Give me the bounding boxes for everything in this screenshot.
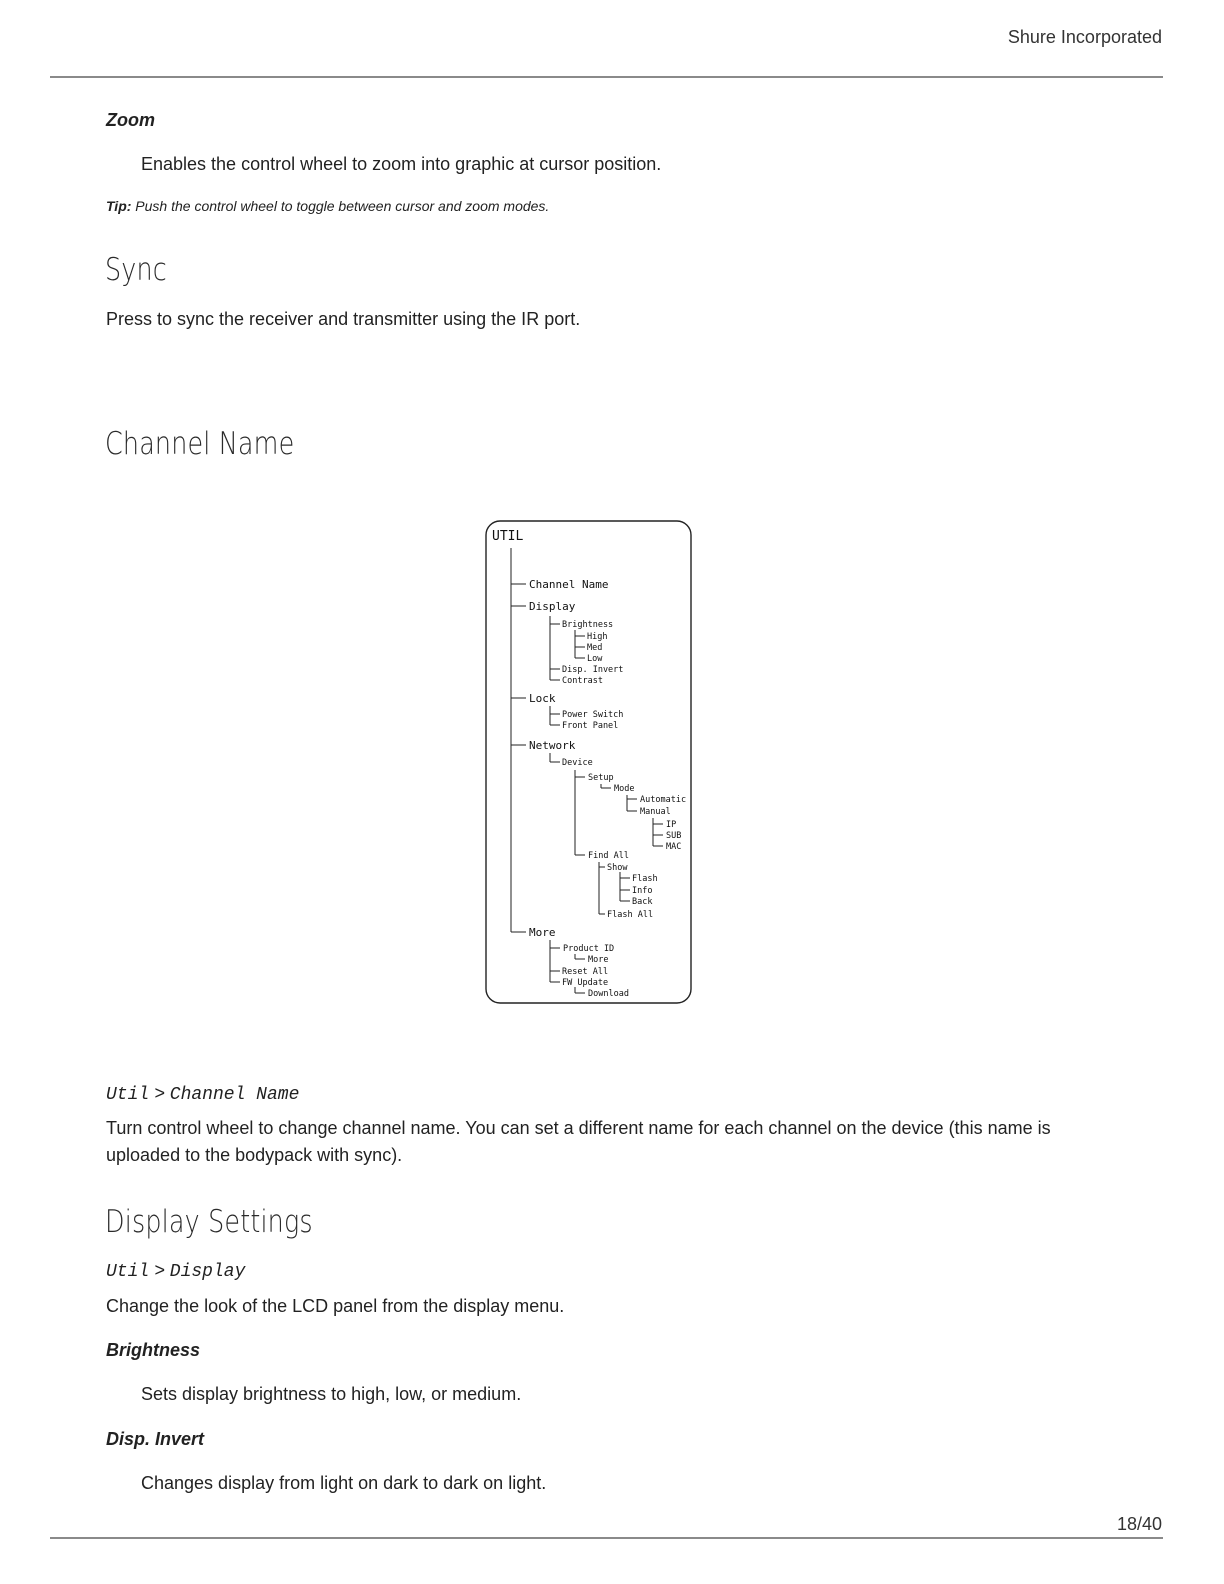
- channel-name-menu-path: [106, 1083, 299, 1105]
- path-util: Util: [106, 1085, 150, 1105]
- tree-lock: Lock: [529, 692, 556, 705]
- zoom-description: Enables the control wheel to zoom into graphic at cursor position.: [141, 154, 662, 174]
- tree-setup: Setup: [588, 773, 614, 783]
- tree-manual: Manual: [640, 807, 671, 817]
- path-separator: >: [154, 1260, 165, 1280]
- tree-flash: Flash: [632, 874, 658, 884]
- tree-info: Info: [632, 886, 653, 896]
- tree-find-all: Find All: [588, 851, 629, 861]
- brightness-description: Sets display brightness to high, low, or medium.: [141, 1384, 522, 1404]
- tree-automatic: Automatic: [640, 795, 687, 805]
- path-util: Util: [106, 1262, 150, 1282]
- display-settings-heading: Display Settings: [105, 1204, 313, 1240]
- tree-brightness: Brightness: [562, 620, 614, 630]
- tree-root: UTIL: [492, 529, 524, 544]
- tree-channel-name: Channel Name: [529, 578, 609, 591]
- tree-reset-all: Reset All: [562, 967, 609, 977]
- tip-text: Push the control wheel to toggle between cursor and zoom modes.: [131, 198, 550, 214]
- disp-invert-term: Disp. Invert: [106, 1429, 205, 1449]
- tree-high: High: [587, 632, 608, 642]
- tree-download: Download: [588, 989, 629, 999]
- tree-product-id: Product ID: [563, 944, 615, 954]
- tree-fw-update: FW Update: [562, 978, 609, 988]
- tree-sub: SUB: [666, 831, 682, 841]
- sync-heading: Sync: [105, 252, 167, 288]
- tree-network: Network: [529, 739, 576, 752]
- display-settings-text: Change the look of the LCD panel from the display menu.: [106, 1296, 565, 1316]
- tree-low: Low: [587, 654, 603, 664]
- tree-ip: IP: [666, 820, 677, 830]
- tree-front-panel: Front Panel: [562, 721, 619, 731]
- tree-mode: Mode: [614, 784, 635, 794]
- display-menu-path: [106, 1260, 245, 1282]
- tree-contrast: Contrast: [562, 676, 603, 686]
- channel-name-heading: Channel Name: [105, 426, 295, 462]
- sync-text: Press to sync the receiver and transmitter using the IR port.: [106, 309, 581, 329]
- tree-mac: MAC: [666, 842, 682, 852]
- page-number: 18/40: [1116, 1514, 1162, 1534]
- header-divider: [50, 76, 1163, 78]
- footer-divider: [50, 1537, 1163, 1539]
- tree-back: Back: [632, 897, 653, 907]
- tree-show: Show: [607, 863, 628, 873]
- tree-product-more: More: [588, 955, 609, 965]
- tree-more: More: [529, 926, 556, 939]
- tip-label: Tip:: [106, 198, 132, 214]
- path-separator: >: [154, 1083, 165, 1103]
- disp-invert-description: Changes display from light on dark to dark on light.: [141, 1473, 547, 1493]
- zoom-term: Zoom: [106, 110, 155, 130]
- tree-device: Device: [562, 758, 593, 768]
- tree-display: Display: [529, 600, 576, 613]
- tree-power-switch: Power Switch: [562, 710, 624, 720]
- channel-name-text: Turn control wheel to change channel name. You can set a different name for each channel on the device (this name is uploaded to the bodypack with sync).: [106, 1118, 1051, 1165]
- zoom-tip: [106, 198, 549, 214]
- path-channel-name: Channel Name: [169, 1085, 300, 1105]
- tree-flash-all: Flash All: [607, 910, 654, 920]
- util-menu-tree-diagram: [485, 520, 693, 1006]
- header-company: Shure Incorporated: [1007, 27, 1162, 47]
- path-display: Display: [169, 1262, 246, 1282]
- brightness-term: Brightness: [106, 1340, 201, 1360]
- tree-disp-invert: Disp. Invert: [562, 665, 624, 675]
- tree-med: Med: [587, 643, 603, 653]
